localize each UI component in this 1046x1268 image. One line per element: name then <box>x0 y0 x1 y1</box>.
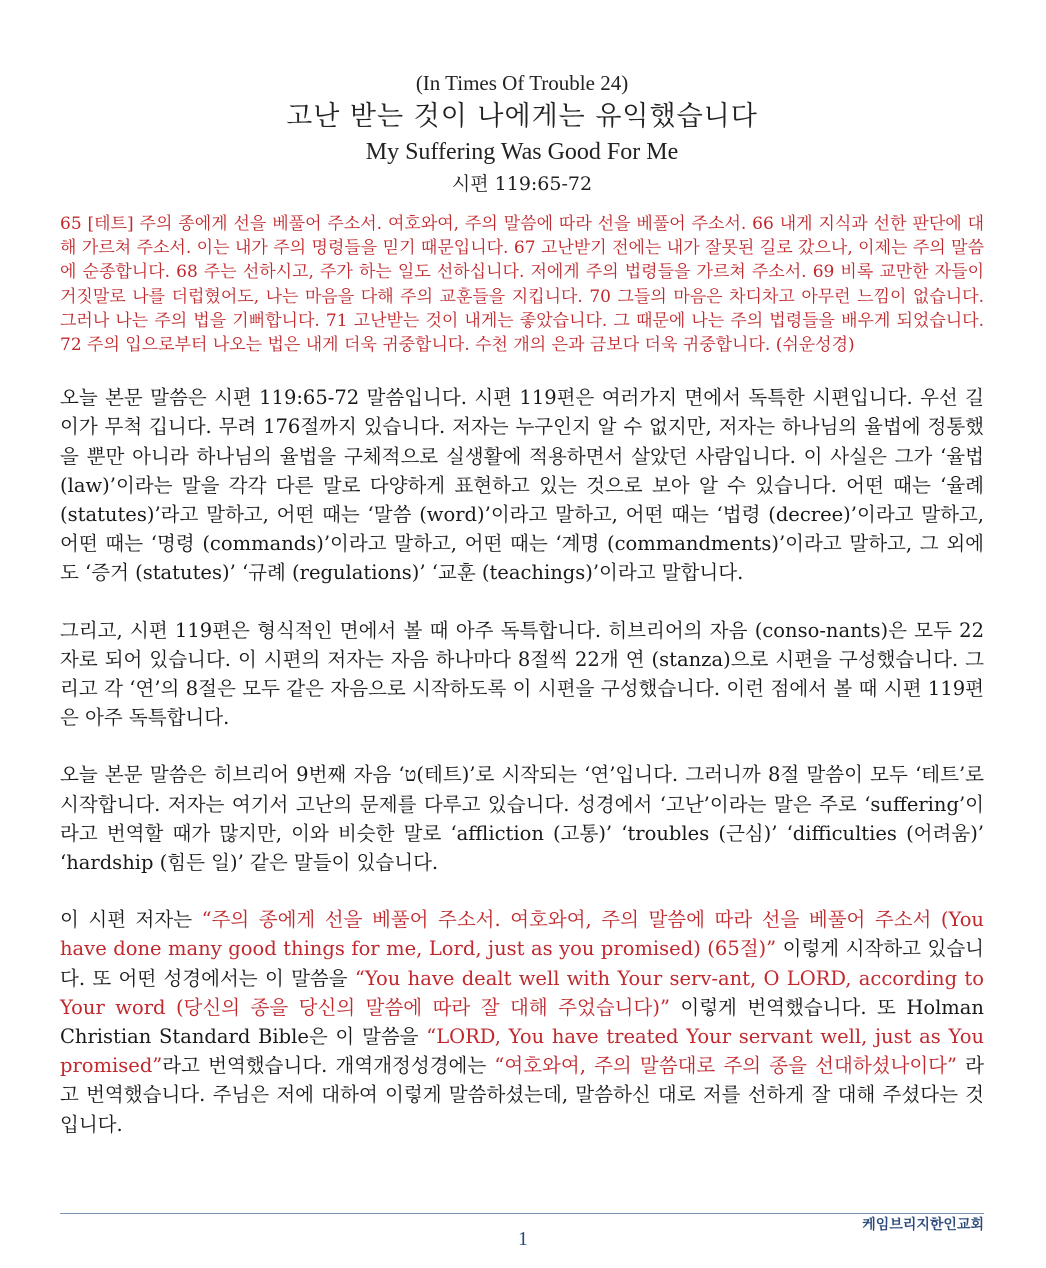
paragraph-text: 라고 번역했습니다. 개역개정성경에는 <box>162 1054 495 1078</box>
church-name: 케임브리지한인교회 <box>862 1217 984 1233</box>
sermon-header <box>60 68 984 200</box>
english-title: My Suffering Was Good For Me <box>365 139 679 165</box>
body-paragraph-3: 오늘 본문 말씀은 히브리어 9번째 자음 ‘ט(테트)’로 시작되는 ‘연’입니다. 그러니까 8절 말씀이 모두 ‘테트’로 시작합니다. 저자는 여기서 고난의 문제를 다루고 있습니다. 성경에서 ‘고난’이라는 말은 주로 ‘suffering’이라고 번역할 때가 많지만, 이와 비슷한 말로 ‘affliction (고통)’ ‘troubles (근심)’ ‘difficulties (어려움)’ ‘hardship (힘든 일)’ 같은 말들이 있습니다. <box>60 763 984 875</box>
quoted-verse: “주의 종에게 선을 베풀어 주소서. 여호와여, 주의 말씀에 따라 선을 베풀어 주소서 (You have done many good things for me, Lord, just as you promised) (65절)” <box>60 908 984 961</box>
scripture-passage: 65 [테트] 주의 종에게 선을 베풀어 주소서. 여호와여, 주의 말씀에 따라 선을 베풀어 주소서. 66 내게 지식과 선한 판단에 대해 가르쳐 주소서. 이는 내가 주의 명령들을 믿기 때문입니다. 67 고난받기 전에는 내가 잘못된 길로 갔으나, 이제는 주의 말씀에 순종합니다. 68 주는 선하시고, 주가 하는 일도 선하십니다. 저에게 주의 법령들을 가르쳐 주소서. 69 비록 교만한 자들이 거짓말로 나를 더럽혔어도, 나는 마음을 다해 주의 교훈들을 지킵니다. 70 그들의 마음은 차디차고 아무런 느낌이 없습니다. 그러나 나는 주의 법을 기뻐합니다. 71 고난받는 것이 내게는 좋았습니다. 그 때문에 나는 주의 법령들을 배우게 되었습니다. 72 주의 입으로부터 나오는 법은 내게 더욱 귀중합니다. 수천 개의 은과 금보다 더욱 귀중합니다. (쉬운성경) <box>60 214 984 356</box>
body-paragraph-2: 그리고, 시편 119편은 형식적인 면에서 볼 때 아주 독특합니다. 히브리어의 자음 (conso-nants)은 모두 22자로 되어 있습니다. 이 시편의 저자는 자음 하나마다 8절씩 22개 연 (stanza)으로 시편을 구성했습니다. 그리고 각 ‘연’의 8절은 모두 같은 자음으로 시작하도록 이 시편을 구성했습니다. 이런 점에서 볼 때 시편 119편은 아주 독특합니다. <box>60 618 984 730</box>
paragraph-text: 라고 번역했습니다. 주님은 저에 대하여 이렇게 말씀하셨는데, 말씀하신 대로 저를 선하게 잘 대해 주셨다는 것입니다. <box>60 1054 984 1136</box>
paragraph-text: 이렇게 시작하고 있습니다. 또 어떤 성경에서는 이 말씀을 <box>60 937 984 990</box>
korean-title: 고난 받는 것이 나에게는 유익했습니다 <box>286 101 758 132</box>
body-paragraph-1: 오늘 본문 말씀은 시편 119:65-72 말씀입니다. 시편 119편은 여러가지 면에서 독특한 시편입니다. 우선 길이가 무척 깁니다. 무려 176절까지 있습니다. 저자는 누구인지 알 수 없지만, 저자는 하나님의 율법에 정통했을 뿐만 아니라 하나님의 율법을 구체적으로 실생활에 적용하면서 살았던 사람입니다. 이 사실은 그가 ‘율법 (law)’이라는 말을 각각 다른 말로 다양하게 표현하고 있는 것으로 보아 알 수 있습니다. 어떤 때는 ‘율례 (statutes)’라고 말하고, 어떤 때는 ‘말씀 (word)’이라고 말하고, 어떤 때는 ‘법령 (decree)’이라고 말하고, 어떤 때는 ‘명령 (commands)’이라고 말하고, 어떤 때는 ‘계명 (commandments)’이라고 말하고, 그 외에도 ‘증거 (statutes)’ ‘규례 (regulations)’ ‘교훈 (teachings)’이라고 말합니다. <box>60 386 984 585</box>
series-label: (In Times Of Trouble 24) <box>415 71 629 95</box>
quoted-verse: “You have dealt well with Your serv-ant, O LORD, according to Your word (당신의 종을 당신의 말씀에 따라 잘 대해 주었습니다)” <box>60 966 984 1019</box>
scripture-reference: 시편 119:65-72 <box>451 173 593 195</box>
document-page <box>60 68 984 1167</box>
quoted-verse: “LORD, You have treated Your servant well, just as You promised” <box>60 1025 984 1078</box>
paragraph-text: 이 시편 저자는 <box>60 908 202 932</box>
quoted-verse: “여호와여, 주의 말씀대로 주의 종을 선대하셨나이다” <box>494 1054 957 1078</box>
page-number: 1 <box>518 1228 528 1250</box>
paragraph-text: 이렇게 번역했습니다. 또 Holman Christian Standard Bible은 이 말씀을 <box>60 995 984 1049</box>
body-paragraph-4 <box>60 905 984 1139</box>
footer-divider <box>60 1213 984 1214</box>
